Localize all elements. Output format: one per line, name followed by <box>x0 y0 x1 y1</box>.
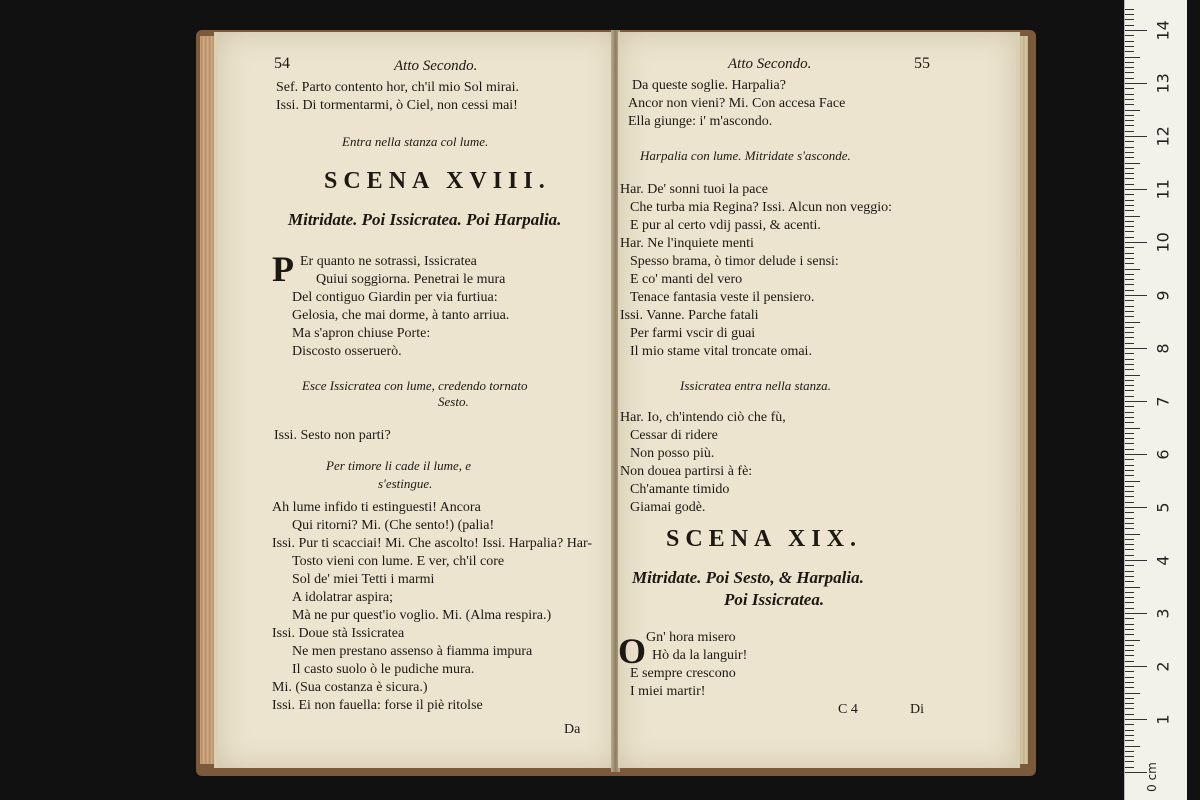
ruler-tick <box>1125 449 1134 450</box>
catchword: Di <box>910 702 924 717</box>
ruler-tick <box>1125 72 1134 73</box>
ruler-tick <box>1125 698 1134 699</box>
ruler-tick <box>1125 703 1134 704</box>
ruler-tick <box>1125 51 1134 52</box>
ruler-tick <box>1125 491 1134 492</box>
ruler-number: 4 <box>1153 555 1173 566</box>
ruler-tick <box>1125 120 1134 121</box>
ruler-tick <box>1125 470 1134 471</box>
ruler-tick <box>1125 353 1134 354</box>
ruler-tick <box>1125 125 1134 126</box>
text-line: Per farmi vscir di guai <box>630 326 756 341</box>
ruler-tick <box>1125 428 1140 429</box>
ruler-tick <box>1125 396 1134 397</box>
running-head: Atto Secondo. <box>728 56 812 72</box>
ruler-tick <box>1125 316 1134 317</box>
ruler-tick <box>1125 210 1134 211</box>
page-number: 55 <box>914 55 930 72</box>
ruler-tick <box>1125 46 1134 47</box>
scene-title: SCENA XVIII. <box>324 168 551 194</box>
text-line: Gn' hora misero <box>646 630 736 645</box>
ruler-tick <box>1125 751 1134 752</box>
ruler-tick <box>1125 486 1134 487</box>
ruler-tick <box>1125 756 1134 757</box>
ruler-tick <box>1125 571 1134 572</box>
ruler-tick <box>1125 168 1134 169</box>
ruler-tick <box>1125 110 1140 111</box>
ruler-tick <box>1125 576 1134 577</box>
ruler-tick <box>1125 507 1147 508</box>
ruler-tick <box>1125 608 1134 609</box>
ruler-number: 3 <box>1153 608 1173 619</box>
ruler-tick <box>1125 247 1134 248</box>
ruler-tick <box>1125 465 1134 466</box>
ruler-tick <box>1125 693 1140 694</box>
text-line: Mi. (Sua costanza è sicura.) <box>272 680 428 695</box>
right-page <box>618 32 1020 768</box>
ruler-number: 11 <box>1153 179 1173 200</box>
ruler-tick <box>1125 25 1134 26</box>
ruler-tick <box>1125 714 1134 715</box>
ruler-tick <box>1125 306 1134 307</box>
ruler-tick <box>1125 359 1134 360</box>
text-line: Issi. Di tormentarmi, ò Ciel, non cessi mai! <box>276 98 518 113</box>
page-number: 54 <box>274 55 290 72</box>
ruler-tick <box>1125 184 1134 185</box>
ruler-number: 14 <box>1153 20 1173 41</box>
ruler-tick <box>1125 274 1134 275</box>
ruler-tick <box>1125 650 1134 651</box>
text-line: Ne men prestano assenso à fiamma impura <box>292 644 533 659</box>
ruler-tick <box>1125 258 1134 259</box>
text-line: Il casto suolo ò le pudiche mura. <box>292 662 475 677</box>
text-line: Sef. Parto contento hor, ch'il mio Sol mirai. <box>276 80 520 95</box>
ruler-tick <box>1125 518 1134 519</box>
text-line: Tenace fantasia veste il pensiero. <box>630 290 815 305</box>
ruler-tick <box>1125 35 1134 36</box>
ruler-tick <box>1125 205 1134 206</box>
ruler-number: 6 <box>1153 449 1173 460</box>
signature-mark: C 4 <box>838 702 858 717</box>
ruler-tick <box>1125 618 1134 619</box>
ruler-tick <box>1125 115 1134 116</box>
text-line: Del contiguo Giardin per via furtiua: <box>292 290 498 305</box>
running-head: Atto Secondo. <box>394 58 478 74</box>
ruler-tick <box>1125 290 1134 291</box>
ruler-number: 2 <box>1153 661 1173 672</box>
ruler-tick <box>1125 422 1134 423</box>
text-line: Ma s'apron chiuse Porte: <box>292 326 431 341</box>
text-line: Non posso più. <box>630 446 715 461</box>
ruler-tick <box>1125 67 1134 68</box>
text-line: Non douea partirsi à fè: <box>620 464 753 479</box>
catchword: Da <box>564 722 581 737</box>
text-line: A idolatrar aspira; <box>292 590 394 605</box>
stage-direction: Per timore li cade il lume, e <box>326 458 472 473</box>
ruler-number: 10 <box>1153 232 1173 253</box>
stage-direction: Issicratea entra nella stanza. <box>680 378 831 393</box>
ruler-tick <box>1125 226 1134 227</box>
ruler-tick <box>1125 629 1134 630</box>
scene-persons: Mitridate. Poi Issicratea. Poi Harpalia. <box>288 210 562 229</box>
ruler-number: 1 <box>1153 714 1173 725</box>
ruler-number: 7 <box>1153 396 1173 407</box>
ruler-tick <box>1125 459 1134 460</box>
ruler-tick <box>1125 592 1134 593</box>
stage-direction: Esce Issicratea con lume, credendo tornato <box>302 378 528 393</box>
text-line: Discosto osseruerò. <box>292 344 402 359</box>
ruler-tick <box>1125 327 1134 328</box>
text-line: Che turba mia Regina? Issi. Alcun non veggio: <box>630 200 893 215</box>
text-line: Er quanto ne sotrassi, Issicratea <box>300 254 477 269</box>
text-line: Issi. Sesto non parti? <box>274 428 391 443</box>
text-line: E pur al certo vdij passi, & acenti. <box>630 218 821 233</box>
ruler-tick <box>1125 401 1147 402</box>
ruler-tick <box>1125 730 1134 731</box>
ruler-tick <box>1125 602 1134 603</box>
ruler-tick <box>1125 496 1134 497</box>
ruler-tick <box>1125 481 1140 482</box>
ruler-tick <box>1125 30 1147 31</box>
scene-persons: Poi Issicratea. <box>724 590 825 609</box>
ruler-tick <box>1125 772 1147 773</box>
ruler-tick <box>1125 677 1134 678</box>
ruler-tick <box>1125 14 1134 15</box>
ruler-tick <box>1125 719 1147 720</box>
text-line: Har. Io, ch'intendo ciò che fù, <box>620 410 786 425</box>
ruler-tick <box>1125 269 1140 270</box>
text-line: Ch'amante timido <box>630 482 730 497</box>
ruler-tick <box>1125 194 1134 195</box>
text-line: Spesso brama, ò timor delude i sensi: <box>630 254 839 269</box>
text-line: Giamai godè. <box>630 500 706 515</box>
stage-direction: Entra nella stanza col lume. <box>342 134 489 149</box>
text-line: Ancor non vieni? Mi. Con accesa Face <box>628 96 846 111</box>
text-line: Hò da la languir! <box>652 648 748 663</box>
ruler-tick <box>1125 322 1140 323</box>
ruler-tick <box>1125 19 1134 20</box>
measuring-ruler <box>1124 0 1187 800</box>
ruler-tick <box>1125 62 1134 63</box>
ruler-tick <box>1125 443 1134 444</box>
text-line: Ah lume infido ti estinguesti! Ancora <box>272 500 481 515</box>
ruler-tick <box>1125 560 1147 561</box>
ruler-tick <box>1125 348 1147 349</box>
ruler-tick <box>1125 390 1134 391</box>
ruler-tick <box>1125 767 1134 768</box>
ruler-tick <box>1125 189 1147 190</box>
ruler-tick <box>1125 661 1134 662</box>
text-line: E co' manti del vero <box>630 272 743 287</box>
ruler-tick <box>1125 438 1134 439</box>
text-line: Sol de' miei Tetti i marmi <box>292 572 435 587</box>
ruler-tick <box>1125 412 1134 413</box>
ruler-tick <box>1125 581 1134 582</box>
ruler-number: 9 <box>1153 290 1173 301</box>
ruler-tick <box>1125 284 1134 285</box>
ruler-tick <box>1125 587 1140 588</box>
ruler-tick <box>1125 337 1134 338</box>
text-line: Har. Ne l'inquiete menti <box>620 236 754 251</box>
stage-direction: Sesto. <box>438 394 469 409</box>
ruler-tick <box>1125 454 1147 455</box>
text-line: Issi. Pur ti scacciai! Mi. Che ascolto! Issi. Harpalia? Har- <box>272 536 593 551</box>
ruler-tick <box>1125 613 1147 614</box>
ruler-tick <box>1125 332 1134 333</box>
ruler-tick <box>1125 57 1140 58</box>
stage-direction: Harpalia con lume. Mitridate s'asconde. <box>640 148 851 163</box>
ruler-tick <box>1125 385 1134 386</box>
text-line: Il mio stame vital troncate omai. <box>630 344 812 359</box>
ruler-tick <box>1125 417 1134 418</box>
text-line: Da queste soglie. Harpalia? <box>632 78 786 93</box>
ruler-tick <box>1125 406 1134 407</box>
ruler-tick <box>1125 666 1147 667</box>
ruler-tick <box>1125 83 1147 84</box>
ruler-tick <box>1125 216 1140 217</box>
text-line: Issi. Ei non fauella: forse il piè ritolse <box>272 698 483 713</box>
ruler-tick <box>1125 746 1140 747</box>
ruler-tick <box>1125 152 1134 153</box>
ruler-tick <box>1125 655 1134 656</box>
ruler-tick <box>1125 237 1134 238</box>
ruler-tick <box>1125 380 1134 381</box>
ruler-tick <box>1125 597 1134 598</box>
ruler-tick <box>1125 311 1134 312</box>
text-line: I miei martir! <box>630 684 706 699</box>
ruler-tick <box>1125 263 1134 264</box>
ruler-tick <box>1125 136 1147 137</box>
ruler-tick <box>1125 671 1134 672</box>
ruler-tick <box>1125 99 1134 100</box>
ruler-tick <box>1125 364 1134 365</box>
scene-persons: Mitridate. Poi Sesto, & Harpalia. <box>632 568 864 587</box>
ruler-tick <box>1125 724 1134 725</box>
ruler-tick <box>1125 178 1134 179</box>
ruler-tick <box>1125 221 1134 222</box>
ruler-tick <box>1125 528 1134 529</box>
ruler-tick <box>1125 740 1134 741</box>
ruler-tick <box>1125 534 1140 535</box>
text-line: E sempre crescono <box>630 666 736 681</box>
ruler-tick <box>1125 88 1134 89</box>
ruler-tick <box>1125 645 1134 646</box>
ruler-tick <box>1125 565 1134 566</box>
ruler-tick <box>1125 279 1134 280</box>
ruler-tick <box>1125 502 1134 503</box>
ruler-tick <box>1125 369 1134 370</box>
ruler-tick <box>1125 94 1134 95</box>
ruler-tick <box>1125 735 1134 736</box>
drop-cap: P <box>272 249 294 289</box>
ruler-tick <box>1125 41 1134 42</box>
ruler-tick <box>1125 549 1134 550</box>
ruler-tick <box>1125 687 1134 688</box>
text-line: Ella giunge: i' m'ascondo. <box>628 114 773 129</box>
ruler-tick <box>1125 343 1134 344</box>
stage-direction: s'estingue. <box>378 476 433 491</box>
ruler-tick <box>1125 624 1134 625</box>
drop-cap: O <box>618 631 647 671</box>
text-line: Quiui soggiorna. Penetrai le mura <box>316 272 506 287</box>
ruler-tick <box>1125 555 1134 556</box>
ruler-tick <box>1125 539 1134 540</box>
ruler-tick <box>1125 231 1134 232</box>
ruler-tick <box>1125 512 1134 513</box>
ruler-tick <box>1125 9 1134 10</box>
ruler-tick <box>1125 640 1140 641</box>
ruler-tick <box>1125 131 1134 132</box>
left-page <box>214 32 616 768</box>
ruler-tick <box>1125 242 1147 243</box>
ruler-tick <box>1125 173 1134 174</box>
text-line: Har. De' sonni tuoi la pace <box>620 182 768 197</box>
ruler-tick <box>1125 475 1134 476</box>
text-line: Qui ritorni? Mi. (Che sento!) (palia! <box>292 518 495 533</box>
ruler-tick <box>1125 708 1134 709</box>
text-line: Issi. Vanne. Parche fatali <box>620 308 759 323</box>
text-line: Tosto vieni con lume. E ver, ch'il core <box>292 554 505 569</box>
ruler-tick <box>1125 544 1134 545</box>
ruler-tick <box>1125 253 1134 254</box>
text-line: Cessar di ridere <box>630 428 718 443</box>
ruler-tick <box>1125 300 1134 301</box>
ruler-tick <box>1125 682 1134 683</box>
ruler-tick <box>1125 104 1134 105</box>
ruler-tick <box>1125 433 1134 434</box>
ruler-tick <box>1125 634 1134 635</box>
ruler-number: 8 <box>1153 343 1173 354</box>
text-line: Issi. Doue stà Issicratea <box>272 626 405 641</box>
ruler-tick <box>1125 523 1134 524</box>
text-line: Mà ne pur quest'io voglio. Mi. (Alma respira.) <box>292 608 552 623</box>
ruler-unit-label: 0 cm <box>1144 762 1159 792</box>
ruler-tick <box>1125 147 1134 148</box>
ruler-tick <box>1125 761 1134 762</box>
ruler-tick <box>1125 295 1147 296</box>
ruler-number: 12 <box>1153 126 1173 147</box>
ruler-tick <box>1125 375 1140 376</box>
ruler-tick <box>1125 163 1140 164</box>
ruler-tick <box>1125 200 1134 201</box>
scene-title: SCENA XIX. <box>666 526 863 552</box>
ruler-number: 13 <box>1153 73 1173 94</box>
text-line: Gelosia, che mai dorme, à tanto arriua. <box>292 308 510 323</box>
ruler-tick <box>1125 141 1134 142</box>
ruler-tick <box>1125 78 1134 79</box>
ruler-number: 5 <box>1153 502 1173 513</box>
ruler-tick <box>1125 157 1134 158</box>
